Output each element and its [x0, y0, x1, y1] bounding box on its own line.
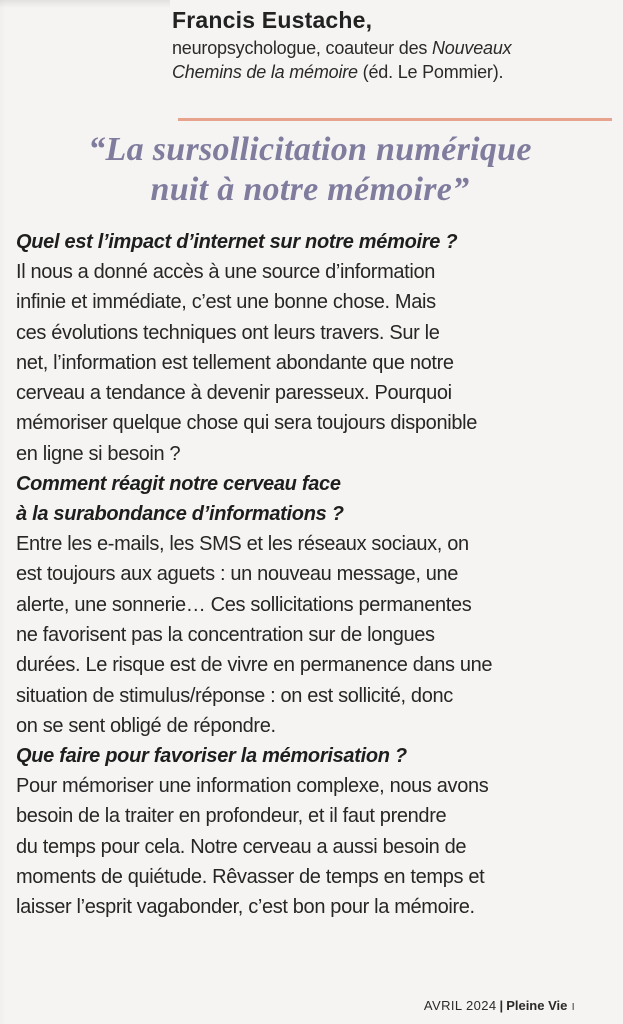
interview-body: [16, 227, 612, 923]
answer-line: moments de quiétude. Rêvasser de temps en temps et: [16, 866, 485, 889]
answer: [16, 529, 612, 741]
answer: [16, 771, 612, 922]
answer-line: on se sent obligé de répondre.: [16, 714, 276, 737]
answer-line: cerveau a tendance à devenir paresseux. Pourquoi: [16, 382, 452, 405]
question: [16, 469, 612, 529]
question: [16, 227, 612, 257]
headline-line-2: nuit à notre mémoire”: [150, 171, 470, 208]
magazine-name: Pleine Vie: [506, 998, 568, 1013]
question-line: à la surabondance d’informations ?: [16, 503, 344, 526]
author-description: [172, 36, 612, 84]
answer: [16, 257, 612, 469]
publisher: (éd. Le Pommier).: [357, 62, 504, 82]
answer-line: situation de stimulus/réponse : on est sollicité, donc: [16, 684, 453, 707]
headline: [10, 130, 610, 210]
author-desc-line-2: [172, 60, 612, 84]
answer-line: alerte, une sonnerie… Ces sollicitations permanentes: [16, 593, 472, 616]
torn-edge: [0, 0, 170, 8]
page-footer: [424, 998, 575, 1014]
divider-rule: [178, 118, 612, 121]
answer-line: durées. Le risque est de vivre en permanence dans une: [16, 654, 493, 677]
answer-line: Pour mémoriser une information complexe, nous avons: [16, 775, 489, 798]
book-title-part-1: Nouveaux: [432, 38, 512, 58]
qa-section: [16, 469, 612, 741]
question-line: Comment réagit notre cerveau face: [16, 473, 341, 496]
book-title-part-2: Chemins de la mémoire: [172, 62, 358, 82]
author-name: Francis Eustache,: [172, 7, 373, 33]
answer-line: laisser l’esprit vagabonder, c’est bon pour la mémoire.: [16, 896, 475, 919]
headline-line-1: “La sursollicitation numérique: [88, 131, 532, 168]
answer-line: besoin de la traiter en profondeur, et il faut prendre: [16, 805, 447, 828]
footer-separator: |: [499, 998, 504, 1013]
answer-line: est toujours aux aguets : un nouveau message, une: [16, 563, 459, 586]
author-desc-prefix: neuropsychologue, coauteur des: [172, 38, 432, 58]
qa-section: [16, 741, 612, 922]
answer-line: mémoriser quelque chose qui sera toujours disponible: [16, 412, 477, 435]
answer-line: ne favorisent pas la concentration sur de longues: [16, 623, 435, 646]
question: [16, 741, 612, 771]
answer-line: Il nous a donné accès à une source d’information: [16, 261, 436, 283]
answer-line: infinie et immédiate, c’est une bonne chose. Mais: [16, 291, 436, 314]
answer-line: Entre les e-mails, les SMS et les réseaux sociaux, on: [16, 533, 469, 556]
question-line: Quel est l’impact d’internet sur notre mémoire ?: [16, 231, 458, 253]
answer-line: ces évolutions techniques ont leurs travers. Sur le: [16, 321, 440, 344]
answer-line: en ligne si besoin ?: [16, 442, 181, 465]
author-block: [172, 6, 612, 84]
answer-line: du temps pour cela. Notre cerveau a aussi besoin de: [16, 835, 467, 858]
footer-tick: ı: [571, 998, 575, 1013]
question-line: Que faire pour favoriser la mémorisation ?: [16, 745, 407, 768]
issue-date: AVRIL 2024: [423, 998, 497, 1013]
qa-section: [16, 227, 612, 469]
answer-line: net, l’information est tellement abondante que notre: [16, 351, 454, 374]
author-desc-line-1: [172, 36, 612, 60]
